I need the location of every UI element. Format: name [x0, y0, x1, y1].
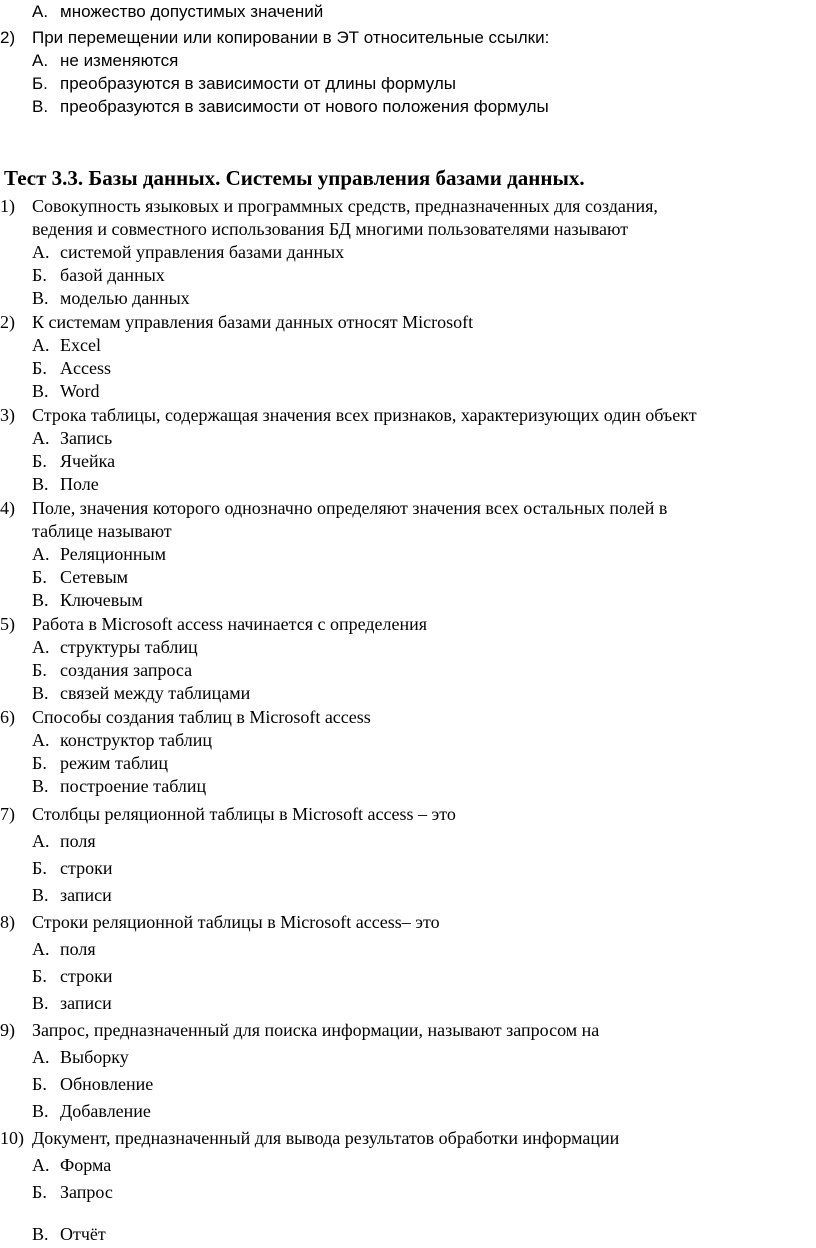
- q4-answer-c: [0, 590, 816, 610]
- answer-text: моделью данных: [60, 288, 190, 308]
- answer-text: строки: [60, 858, 113, 878]
- answer-letter: Б.: [32, 74, 48, 93]
- answer-text: записи: [60, 885, 112, 905]
- q10-answer-c: [0, 1224, 816, 1244]
- question-number: 9): [0, 1020, 15, 1040]
- answer-letter: В.: [32, 885, 49, 905]
- q8-answer-b: [0, 966, 816, 986]
- answer-letter: А.: [32, 1047, 50, 1067]
- q9-answer-b: [0, 1074, 816, 1094]
- question-5: [0, 614, 816, 634]
- q3-answer-c: [0, 474, 816, 494]
- answer-letter: В.: [32, 1224, 49, 1244]
- question-7: [0, 804, 816, 824]
- answer-letter: Б.: [32, 1074, 47, 1094]
- q10-answer-a: [0, 1155, 816, 1175]
- answer-text: Отчёт: [60, 1224, 106, 1244]
- answer-text: Добавление: [60, 1101, 151, 1121]
- q9-answer-a: [0, 1047, 816, 1067]
- answer-letter: Б.: [32, 858, 47, 878]
- answer-letter: В.: [32, 381, 49, 401]
- q10-answer-b: [0, 1182, 816, 1202]
- question-number: 6): [0, 707, 15, 727]
- q7-answer-a: [0, 831, 816, 851]
- q7-answer-b: [0, 858, 816, 878]
- q5-answer-b: [0, 660, 816, 680]
- answer-letter: А.: [32, 544, 50, 564]
- answer-text: Реляционным: [60, 544, 167, 564]
- answer-text: Сетевым: [60, 567, 129, 587]
- answer-letter: А.: [32, 242, 50, 262]
- answer-text: системой управления базами данных: [60, 242, 345, 262]
- answer-letter: В.: [32, 1101, 49, 1121]
- question-10: [0, 1128, 816, 1148]
- question-8: [0, 912, 816, 932]
- answer-letter: А.: [32, 637, 50, 657]
- q6-answer-b: [0, 753, 816, 773]
- prev-q2-answer-c: [0, 97, 816, 117]
- question-4-line-2: [0, 521, 816, 541]
- answer-letter: В.: [32, 97, 49, 116]
- answer-text: преобразуются в зависимости от нового положения формулы: [60, 97, 549, 116]
- answer-letter: В.: [32, 474, 49, 494]
- answer-letter: Б.: [32, 753, 47, 773]
- q3-answer-b: [0, 451, 816, 471]
- section-title: Тест 3.3. Базы данных. Системы управления базами данных.: [4, 166, 585, 190]
- answer-letter: А.: [32, 939, 50, 959]
- answer-letter: А.: [32, 1155, 50, 1175]
- answer-letter: В.: [32, 683, 49, 703]
- q5-answer-c: [0, 683, 816, 703]
- q2-answer-c: [0, 381, 816, 401]
- q7-answer-c: [0, 885, 816, 905]
- answer-letter: А.: [32, 2, 49, 21]
- question-number: 1): [0, 196, 15, 216]
- answer-letter: Б.: [32, 1182, 47, 1202]
- question-text: Столбцы реляционной таблицы в Microsoft access – это: [32, 804, 456, 824]
- answer-letter: А.: [32, 335, 50, 355]
- question-text: Способы создания таблиц в Microsoft access: [32, 707, 371, 727]
- answer-letter: Б.: [32, 567, 47, 587]
- answer-text: построение таблиц: [60, 776, 207, 796]
- question-3: [0, 405, 816, 425]
- answer-text: Word: [60, 381, 100, 401]
- question-text: К системам управления базами данных относят Microsoft: [32, 312, 474, 332]
- answer-letter: Б.: [32, 451, 47, 471]
- answer-text: Access: [60, 358, 111, 378]
- question-text: Работа в Microsoft access начинается с определения: [32, 614, 428, 634]
- answer-text: режим таблиц: [60, 753, 168, 773]
- answer-letter: В.: [32, 776, 49, 796]
- answer-text: конструктор таблиц: [60, 730, 212, 750]
- q1-answer-b: [0, 265, 816, 285]
- question-number: 3): [0, 405, 15, 425]
- answer-letter: А.: [32, 428, 50, 448]
- q8-answer-a: [0, 939, 816, 959]
- question-text: При перемещении или копировании в ЭТ относительные ссылки:: [32, 28, 550, 47]
- answer-letter: В.: [32, 590, 49, 610]
- q1-answer-a: [0, 242, 816, 262]
- question-number: 4): [0, 498, 15, 518]
- answer-text: базой данных: [60, 265, 165, 285]
- prev-q2-question: [0, 28, 816, 48]
- answer-letter: А.: [32, 831, 50, 851]
- prev-q1-answer-a: [0, 2, 816, 22]
- answer-letter: Б.: [32, 358, 47, 378]
- question-4: [0, 498, 816, 518]
- answer-letter: В.: [32, 288, 49, 308]
- question-text: Строка таблицы, содержащая значения всех признаков, характеризующих один объект: [32, 405, 697, 425]
- question-1: [0, 196, 816, 216]
- answer-text: создания запроса: [60, 660, 193, 680]
- answer-letter: Б.: [32, 660, 47, 680]
- q8-answer-c: [0, 993, 816, 1013]
- answer-letter: Б.: [32, 966, 47, 986]
- answer-text: структуры таблиц: [60, 637, 198, 657]
- answer-text: Ключевым: [60, 590, 143, 610]
- answer-letter: А.: [32, 730, 50, 750]
- question-2: [0, 312, 816, 332]
- q3-answer-a: [0, 428, 816, 448]
- question-text: Поле, значения которого однозначно определяют значения всех остальных полей в: [32, 498, 668, 518]
- q2-answer-a: [0, 335, 816, 355]
- question-text: Совокупность языковых и программных средств, предназначенных для создания,: [32, 196, 658, 216]
- answer-text: связей между таблицами: [60, 683, 251, 703]
- q2-answer-b: [0, 358, 816, 378]
- answer-text: Excel: [60, 335, 101, 355]
- question-9: [0, 1020, 816, 1040]
- answer-text: Ячейка: [60, 451, 116, 471]
- question-text: таблице называют: [32, 521, 172, 541]
- answer-letter: А.: [32, 51, 49, 70]
- question-number: 7): [0, 804, 15, 824]
- prev-q2-answer-b: [0, 74, 816, 94]
- answer-text: поля: [60, 831, 96, 851]
- answer-letter: В.: [32, 993, 49, 1013]
- answer-letter: Б.: [32, 265, 47, 285]
- answer-text: поля: [60, 939, 96, 959]
- question-number: 2): [0, 28, 16, 47]
- question-number: 10): [0, 1128, 24, 1148]
- question-1-line-2: [0, 219, 816, 239]
- q4-answer-b: [0, 567, 816, 587]
- q9-answer-c: [0, 1101, 816, 1121]
- question-number: 2): [0, 312, 15, 332]
- answer-text: Поле: [60, 474, 99, 494]
- q6-answer-a: [0, 730, 816, 750]
- answer-text: не изменяются: [60, 51, 179, 70]
- answer-text: Выборку: [60, 1047, 129, 1067]
- q1-answer-c: [0, 288, 816, 308]
- q4-answer-a: [0, 544, 816, 564]
- prev-q2-answer-a: [0, 51, 816, 71]
- answer-text: Форма: [60, 1155, 112, 1175]
- answer-text: преобразуются в зависимости от длины формулы: [60, 74, 456, 93]
- q6-answer-c: [0, 776, 816, 796]
- question-number: 5): [0, 614, 15, 634]
- question-text: ведения и совместного использования БД многими пользователями называют: [32, 219, 629, 239]
- answer-text: множество допустимых значений: [60, 2, 324, 21]
- question-number: 8): [0, 912, 15, 932]
- answer-text: Обновление: [60, 1074, 154, 1094]
- answer-text: Запрос: [60, 1182, 113, 1202]
- answer-text: Запись: [60, 428, 113, 448]
- question-text: Строки реляционной таблицы в Microsoft access– это: [32, 912, 440, 932]
- question-text: Запрос, предназначенный для поиска информации, называют запросом на: [32, 1020, 600, 1040]
- answer-text: строки: [60, 966, 113, 986]
- q5-answer-a: [0, 637, 816, 657]
- question-6: [0, 707, 816, 727]
- question-text: Документ, предназначенный для вывода результатов обработки информации: [32, 1128, 620, 1148]
- answer-text: записи: [60, 993, 112, 1013]
